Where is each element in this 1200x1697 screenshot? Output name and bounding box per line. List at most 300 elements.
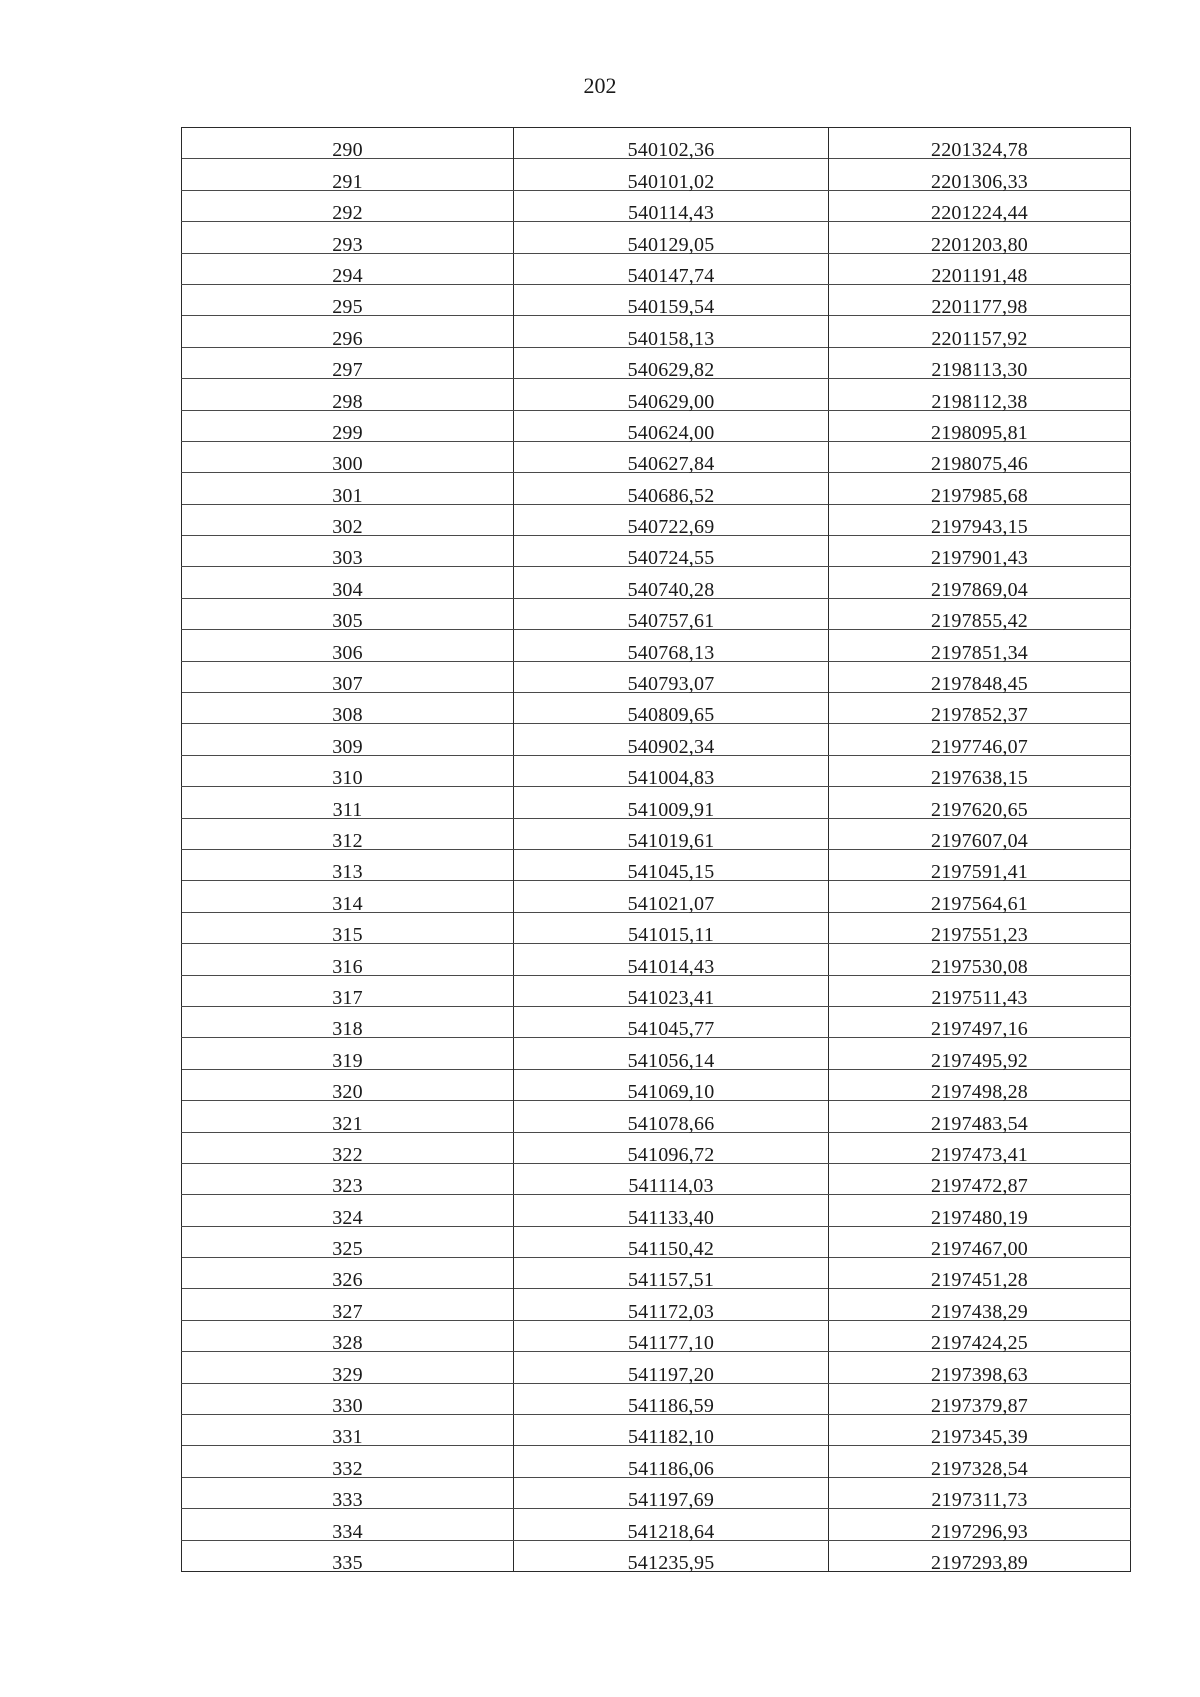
point-number-cell [182, 379, 514, 413]
point-number-value: 335 [332, 1551, 363, 1574]
x-coordinate-value: 541150,42 [627, 1238, 715, 1261]
point-number-value: 332 [332, 1457, 363, 1480]
y-coordinate-value: 2201224,44 [931, 202, 1028, 225]
point-number-value: 325 [332, 1238, 363, 1261]
y-coordinate-cell [829, 1415, 1131, 1449]
point-number-value: 291 [332, 170, 363, 193]
point-number-value: 323 [332, 1175, 363, 1198]
table-row [182, 536, 1131, 567]
y-coordinate-value: 2197472,87 [931, 1175, 1028, 1198]
y-coordinate-cell [829, 128, 1131, 162]
x-coordinate-cell [514, 504, 829, 539]
point-number-cell [182, 473, 514, 507]
y-coordinate-value: 2198095,81 [931, 421, 1028, 444]
point-number-cell [182, 159, 514, 193]
point-number-value: 334 [332, 1520, 363, 1543]
x-coordinate-value: 541004,83 [627, 767, 715, 790]
x-coordinate-value: 540629,82 [627, 359, 715, 382]
point-number-value: 305 [332, 610, 363, 633]
y-coordinate-cell [829, 1446, 1131, 1480]
y-coordinate-cell [829, 849, 1131, 884]
table-row [182, 128, 1131, 159]
y-coordinate-cell [829, 1195, 1131, 1229]
point-number-value: 293 [332, 233, 363, 256]
x-coordinate-cell [514, 1258, 829, 1292]
point-number-cell [182, 1320, 514, 1355]
x-coordinate-cell [514, 1195, 829, 1229]
x-coordinate-value: 540629,00 [627, 390, 715, 413]
x-coordinate-cell [514, 1477, 829, 1512]
x-coordinate-cell [514, 536, 829, 570]
y-coordinate-value: 2197398,63 [931, 1363, 1028, 1386]
point-number-cell [182, 1006, 514, 1041]
y-coordinate-cell [829, 1132, 1131, 1166]
y-coordinate-value: 2197438,29 [931, 1300, 1028, 1323]
x-coordinate-cell [514, 379, 829, 413]
table-row [182, 347, 1131, 378]
y-coordinate-cell [829, 347, 1131, 382]
y-coordinate-value: 2197852,37 [931, 704, 1028, 727]
point-number-value: 301 [332, 484, 363, 507]
y-coordinate-value: 2197497,16 [931, 1018, 1028, 1041]
point-number-cell [182, 253, 514, 287]
point-number-value: 312 [332, 829, 363, 852]
point-number-cell [182, 881, 514, 915]
table-row [182, 693, 1131, 724]
y-coordinate-value: 2197311,73 [931, 1489, 1028, 1512]
y-coordinate-value: 2197495,92 [931, 1049, 1028, 1072]
table-row [182, 473, 1131, 504]
x-coordinate-value: 541014,43 [627, 955, 715, 978]
point-number-value: 318 [332, 1018, 363, 1041]
y-coordinate-cell [829, 912, 1131, 947]
x-coordinate-cell [514, 1289, 829, 1323]
point-number-value: 295 [332, 296, 363, 319]
y-coordinate-cell [829, 1101, 1131, 1135]
point-number-cell [182, 504, 514, 539]
table-row [182, 944, 1131, 975]
x-coordinate-value: 540159,54 [627, 296, 715, 319]
x-coordinate-cell [514, 661, 829, 696]
point-number-cell [182, 818, 514, 852]
y-coordinate-cell [829, 1226, 1131, 1261]
y-coordinate-cell [829, 1163, 1131, 1198]
y-coordinate-value: 2197848,45 [931, 673, 1028, 696]
x-coordinate-cell [514, 347, 829, 382]
x-coordinate-value: 540740,28 [627, 578, 715, 601]
table-row [182, 1289, 1131, 1320]
point-number-value: 329 [332, 1363, 363, 1386]
table-row [182, 159, 1131, 190]
point-number-value: 313 [332, 861, 363, 884]
point-number-value: 321 [332, 1112, 363, 1135]
point-number-value: 298 [332, 390, 363, 413]
table-row [182, 661, 1131, 692]
x-coordinate-value: 540768,13 [627, 641, 715, 664]
point-number-cell [182, 536, 514, 570]
y-coordinate-value: 2198075,46 [931, 453, 1028, 476]
y-coordinate-cell [829, 1352, 1131, 1386]
x-coordinate-value: 540147,74 [627, 264, 715, 287]
point-number-value: 320 [332, 1081, 363, 1104]
x-coordinate-value: 540158,13 [627, 327, 715, 350]
table-row [182, 1320, 1131, 1351]
table-row [182, 755, 1131, 786]
y-coordinate-value: 2197901,43 [931, 547, 1028, 570]
y-coordinate-value: 2197551,23 [931, 924, 1028, 947]
y-coordinate-value: 2198112,38 [931, 390, 1028, 413]
point-number-cell [182, 441, 514, 476]
x-coordinate-value: 541078,66 [627, 1112, 715, 1135]
point-number-value: 296 [332, 327, 363, 350]
table-row [182, 190, 1131, 221]
y-coordinate-value: 2197943,15 [931, 516, 1028, 539]
x-coordinate-value: 541218,64 [627, 1520, 715, 1543]
y-coordinate-cell [829, 504, 1131, 539]
y-coordinate-cell [829, 661, 1131, 696]
point-number-value: 330 [332, 1395, 363, 1418]
y-coordinate-value: 2197328,54 [931, 1457, 1028, 1480]
x-coordinate-value: 540101,02 [627, 170, 715, 193]
x-coordinate-cell [514, 567, 829, 601]
x-coordinate-value: 540102,36 [627, 139, 715, 162]
table-row [182, 787, 1131, 818]
point-number-cell [182, 1383, 514, 1418]
point-number-value: 308 [332, 704, 363, 727]
point-number-cell [182, 190, 514, 225]
table-row [182, 1132, 1131, 1163]
x-coordinate-cell [514, 473, 829, 507]
table-row [182, 1415, 1131, 1446]
y-coordinate-cell [829, 316, 1131, 350]
y-coordinate-value: 2197345,39 [931, 1426, 1028, 1449]
point-number-value: 302 [332, 516, 363, 539]
x-coordinate-cell [514, 724, 829, 758]
x-coordinate-cell [514, 190, 829, 225]
point-number-cell [182, 1540, 514, 1574]
table-row [182, 1195, 1131, 1226]
point-number-cell [182, 1101, 514, 1135]
x-coordinate-cell [514, 1446, 829, 1480]
y-coordinate-cell [829, 975, 1131, 1009]
point-number-cell [182, 1132, 514, 1166]
point-number-value: 319 [332, 1049, 363, 1072]
x-coordinate-cell [514, 693, 829, 727]
x-coordinate-value: 541045,15 [627, 861, 715, 884]
point-number-cell [182, 1289, 514, 1323]
y-coordinate-value: 2201157,92 [931, 327, 1028, 350]
x-coordinate-cell [514, 1038, 829, 1072]
x-coordinate-value: 541186,06 [627, 1457, 715, 1480]
point-number-cell [182, 567, 514, 601]
y-coordinate-value: 2197985,68 [931, 484, 1028, 507]
x-coordinate-value: 540114,43 [627, 202, 715, 225]
x-coordinate-cell [514, 1069, 829, 1104]
point-number-value: 331 [332, 1426, 363, 1449]
y-coordinate-value: 2197293,89 [931, 1551, 1028, 1574]
table-row [182, 1069, 1131, 1100]
point-number-value: 306 [332, 641, 363, 664]
table-row [182, 1163, 1131, 1194]
x-coordinate-cell [514, 849, 829, 884]
point-number-cell [182, 849, 514, 884]
table-row [182, 441, 1131, 472]
point-number-cell [182, 944, 514, 978]
point-number-cell [182, 787, 514, 821]
x-coordinate-value: 541009,91 [627, 798, 715, 821]
x-coordinate-cell [514, 441, 829, 476]
point-number-value: 322 [332, 1143, 363, 1166]
table-row [182, 1446, 1131, 1477]
x-coordinate-cell [514, 253, 829, 287]
x-coordinate-cell [514, 1226, 829, 1261]
y-coordinate-value: 2197591,41 [931, 861, 1028, 884]
point-number-value: 292 [332, 202, 363, 225]
y-coordinate-cell [829, 787, 1131, 821]
x-coordinate-value: 541021,07 [627, 892, 715, 915]
y-coordinate-cell [829, 1320, 1131, 1355]
point-number-cell [182, 1415, 514, 1449]
x-coordinate-value: 540129,05 [627, 233, 715, 256]
point-number-value: 310 [332, 767, 363, 790]
y-coordinate-value: 2197424,25 [931, 1332, 1028, 1355]
point-number-cell [182, 222, 514, 256]
x-coordinate-cell [514, 1509, 829, 1543]
point-number-value: 300 [332, 453, 363, 476]
table-row [182, 504, 1131, 535]
point-number-cell [182, 693, 514, 727]
table-row [182, 818, 1131, 849]
y-coordinate-value: 2197869,04 [931, 578, 1028, 601]
table-row [182, 284, 1131, 315]
table-row [182, 630, 1131, 661]
table-row [182, 912, 1131, 943]
x-coordinate-cell [514, 284, 829, 319]
point-number-cell [182, 598, 514, 633]
x-coordinate-value: 541235,95 [627, 1551, 715, 1574]
x-coordinate-cell [514, 1540, 829, 1574]
y-coordinate-cell [829, 818, 1131, 852]
y-coordinate-value: 2197638,15 [931, 767, 1028, 790]
y-coordinate-cell [829, 222, 1131, 256]
y-coordinate-value: 2197511,43 [931, 986, 1028, 1009]
page-number: 202 [583, 73, 617, 98]
table-row [182, 1383, 1131, 1414]
x-coordinate-value: 540624,00 [627, 421, 715, 444]
point-number-cell [182, 1258, 514, 1292]
table-row [182, 1101, 1131, 1132]
table-row [182, 316, 1131, 347]
x-coordinate-value: 540809,65 [627, 704, 715, 727]
y-coordinate-cell [829, 944, 1131, 978]
y-coordinate-cell [829, 567, 1131, 601]
table-row [182, 379, 1131, 410]
point-number-cell [182, 347, 514, 382]
table-row [182, 253, 1131, 284]
point-number-cell [182, 1163, 514, 1198]
table-row [182, 222, 1131, 253]
x-coordinate-value: 541133,40 [627, 1206, 715, 1229]
table-row [182, 1258, 1131, 1289]
point-number-cell [182, 1038, 514, 1072]
point-number-value: 299 [332, 421, 363, 444]
point-number-cell [182, 1446, 514, 1480]
x-coordinate-value: 541056,14 [627, 1049, 715, 1072]
y-coordinate-cell [829, 379, 1131, 413]
table-row [182, 410, 1131, 441]
y-coordinate-cell [829, 755, 1131, 790]
table-row [182, 724, 1131, 755]
point-number-cell [182, 912, 514, 947]
x-coordinate-value: 541114,03 [628, 1175, 714, 1198]
y-coordinate-value: 2198113,30 [931, 359, 1028, 382]
point-number-value: 333 [332, 1489, 363, 1512]
y-coordinate-value: 2197855,42 [931, 610, 1028, 633]
x-coordinate-cell [514, 1163, 829, 1198]
table-row [182, 1540, 1131, 1571]
y-coordinate-value: 2197467,00 [931, 1238, 1028, 1261]
x-coordinate-cell [514, 1132, 829, 1166]
x-coordinate-value: 541157,51 [627, 1269, 715, 1292]
point-number-value: 290 [332, 139, 363, 162]
point-number-cell [182, 1226, 514, 1261]
y-coordinate-value: 2197473,41 [931, 1143, 1028, 1166]
x-coordinate-cell [514, 944, 829, 978]
x-coordinate-cell [514, 912, 829, 947]
point-number-value: 303 [332, 547, 363, 570]
y-coordinate-value: 2197379,87 [931, 1395, 1028, 1418]
y-coordinate-cell [829, 441, 1131, 476]
x-coordinate-cell [514, 1320, 829, 1355]
y-coordinate-value: 2197498,28 [931, 1081, 1028, 1104]
y-coordinate-value: 2201203,80 [931, 233, 1028, 256]
x-coordinate-cell [514, 410, 829, 444]
x-coordinate-value: 541197,69 [627, 1489, 715, 1512]
x-coordinate-cell [514, 818, 829, 852]
x-coordinate-value: 541023,41 [627, 986, 715, 1009]
point-number-cell [182, 128, 514, 162]
y-coordinate-value: 2197564,61 [931, 892, 1028, 915]
x-coordinate-value: 541186,59 [627, 1395, 715, 1418]
point-number-cell [182, 975, 514, 1009]
y-coordinate-value: 2201191,48 [931, 264, 1028, 287]
x-coordinate-value: 540686,52 [627, 484, 715, 507]
x-coordinate-cell [514, 1006, 829, 1041]
y-coordinate-cell [829, 284, 1131, 319]
point-number-value: 316 [332, 955, 363, 978]
y-coordinate-cell [829, 1006, 1131, 1041]
y-coordinate-cell [829, 1383, 1131, 1418]
point-number-cell [182, 724, 514, 758]
y-coordinate-cell [829, 473, 1131, 507]
y-coordinate-value: 2197607,04 [931, 829, 1028, 852]
x-coordinate-cell [514, 1415, 829, 1449]
x-coordinate-cell [514, 128, 829, 162]
table-row [182, 567, 1131, 598]
y-coordinate-value: 2197451,28 [931, 1269, 1028, 1292]
point-number-cell [182, 1195, 514, 1229]
x-coordinate-cell [514, 787, 829, 821]
coordinates-table-body [182, 128, 1131, 1572]
x-coordinate-value: 541172,03 [627, 1300, 715, 1323]
table-row [182, 1006, 1131, 1037]
point-number-value: 327 [332, 1300, 363, 1323]
point-number-cell [182, 630, 514, 664]
point-number-cell [182, 661, 514, 696]
point-number-value: 314 [332, 892, 363, 915]
y-coordinate-cell [829, 1509, 1131, 1543]
x-coordinate-value: 541096,72 [627, 1143, 715, 1166]
table-row [182, 1477, 1131, 1508]
point-number-cell [182, 1509, 514, 1543]
point-number-value: 294 [332, 264, 363, 287]
x-coordinate-value: 541069,10 [627, 1081, 715, 1104]
point-number-value: 307 [332, 673, 363, 696]
y-coordinate-cell [829, 693, 1131, 727]
y-coordinate-value: 2197530,08 [931, 955, 1028, 978]
coordinates-table [181, 127, 1131, 1572]
y-coordinate-value: 2197480,19 [931, 1206, 1028, 1229]
x-coordinate-cell [514, 159, 829, 193]
y-coordinate-cell [829, 410, 1131, 444]
y-coordinate-cell [829, 536, 1131, 570]
y-coordinate-cell [829, 1258, 1131, 1292]
x-coordinate-value: 540722,69 [627, 516, 715, 539]
point-number-value: 328 [332, 1332, 363, 1355]
point-number-cell [182, 755, 514, 790]
y-coordinate-cell [829, 159, 1131, 193]
y-coordinate-cell [829, 1038, 1131, 1072]
table-row [182, 975, 1131, 1006]
x-coordinate-value: 540757,61 [627, 610, 715, 633]
x-coordinate-cell [514, 1383, 829, 1418]
point-number-cell [182, 1352, 514, 1386]
y-coordinate-value: 2197483,54 [931, 1112, 1028, 1135]
point-number-value: 304 [332, 578, 363, 601]
y-coordinate-value: 2201306,33 [931, 170, 1028, 193]
x-coordinate-cell [514, 975, 829, 1009]
point-number-cell [182, 316, 514, 350]
x-coordinate-cell [514, 1352, 829, 1386]
x-coordinate-value: 540724,55 [627, 547, 715, 570]
y-coordinate-cell [829, 881, 1131, 915]
point-number-value: 317 [332, 986, 363, 1009]
y-coordinate-value: 2197620,65 [931, 798, 1028, 821]
x-coordinate-value: 541045,77 [627, 1018, 715, 1041]
y-coordinate-value: 2197746,07 [931, 735, 1028, 758]
table-row [182, 1352, 1131, 1383]
table-row [182, 1226, 1131, 1257]
table-row [182, 1509, 1131, 1540]
x-coordinate-value: 540627,84 [627, 453, 715, 476]
y-coordinate-value: 2201177,98 [931, 296, 1028, 319]
y-coordinate-value: 2197296,93 [931, 1520, 1028, 1543]
y-coordinate-cell [829, 1477, 1131, 1512]
x-coordinate-value: 541015,11 [627, 924, 715, 947]
x-coordinate-value: 541182,10 [627, 1426, 715, 1449]
table-row [182, 598, 1131, 629]
point-number-value: 311 [332, 798, 363, 821]
y-coordinate-cell [829, 724, 1131, 758]
y-coordinate-cell [829, 598, 1131, 633]
x-coordinate-value: 540793,07 [627, 673, 715, 696]
y-coordinate-value: 2197851,34 [931, 641, 1028, 664]
x-coordinate-cell [514, 598, 829, 633]
point-number-cell [182, 1069, 514, 1104]
x-coordinate-cell [514, 1101, 829, 1135]
x-coordinate-value: 540902,34 [627, 735, 715, 758]
point-number-cell [182, 284, 514, 319]
